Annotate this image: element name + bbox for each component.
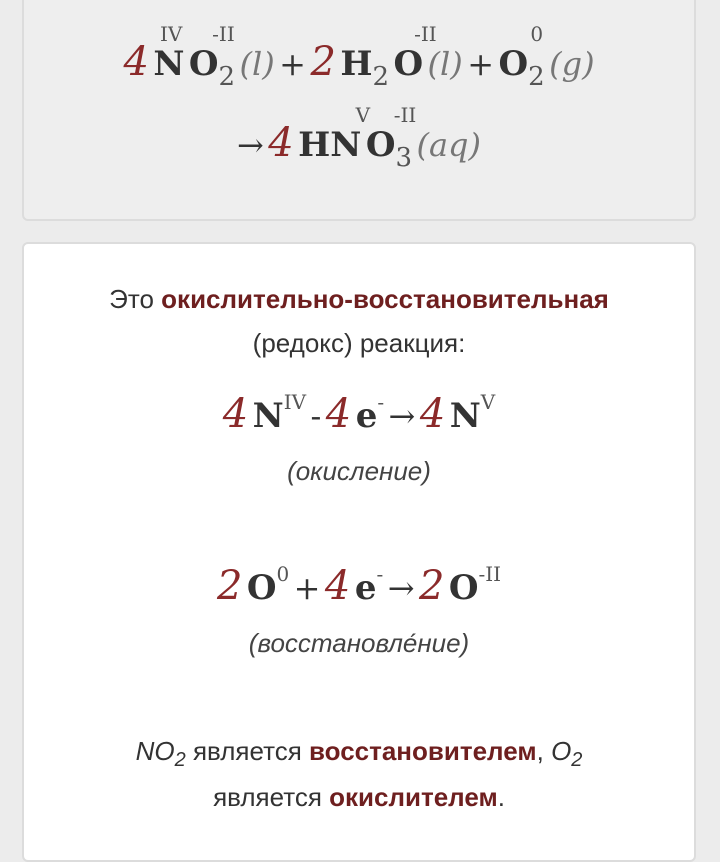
coefficient: 2	[216, 563, 243, 609]
reduction-half-reaction	[24, 562, 694, 609]
plus-sign: +	[467, 45, 495, 83]
coefficient: 2	[418, 563, 445, 609]
element-h: $H_2$	[340, 44, 390, 92]
oxidation-state: -II	[393, 103, 417, 127]
equation-line-1	[24, 22, 694, 92]
redox-card	[22, 242, 696, 862]
oxidation-state: -II	[414, 22, 437, 46]
reducing-agent-term: восстановителем	[309, 736, 537, 766]
minus-sign: -	[310, 397, 322, 435]
state-label: (aq)	[416, 126, 481, 164]
coefficient: 4	[222, 391, 249, 437]
state-label: (g)	[549, 45, 595, 83]
arrow: →	[388, 397, 416, 435]
oxidation-label: (окисление)	[287, 456, 431, 486]
coefficient: 2	[310, 39, 336, 85]
redox-term: окислительно-восстановительная	[161, 284, 609, 314]
element-o: $O_2$ 0	[498, 22, 545, 92]
element-hn: HN V	[298, 103, 371, 165]
oxidation-state: 0	[530, 22, 544, 46]
oxidation-state: IV	[159, 22, 183, 46]
oxidation-state: V	[355, 103, 371, 127]
arrow: →	[387, 569, 415, 607]
element-n: $N^{IV}$	[252, 390, 307, 436]
coefficient: 4	[419, 391, 446, 437]
state-label: (l)	[427, 45, 463, 83]
element-o: $O_2$ -II	[188, 22, 236, 92]
element-n: $N^V$	[449, 390, 496, 436]
coefficient: 4	[324, 563, 351, 609]
equation-card	[22, 0, 696, 221]
formula-no2: $NO_2$	[135, 736, 186, 771]
coefficient: 4	[325, 391, 352, 437]
state-label: (l)	[239, 45, 275, 83]
element-o: $O^{-II}$	[448, 562, 502, 608]
oxidation-half-reaction	[24, 390, 694, 437]
conclusion-line-2: является окислителем.	[213, 782, 505, 812]
electron: e-	[355, 390, 385, 436]
formula-o2: $O_2$	[551, 736, 583, 771]
arrow: →	[237, 126, 264, 164]
electron: e-	[354, 562, 384, 608]
redox-intro-line-2: (редокс) реакция:	[252, 328, 466, 358]
subscript: 2	[218, 62, 236, 92]
plus-sign: +	[293, 569, 321, 607]
reduction-label: (восстановле́ние)	[248, 628, 470, 658]
coefficient: 4	[268, 120, 294, 166]
coefficient: 4	[123, 39, 149, 85]
element-o: $O^0$	[246, 562, 290, 608]
redox-intro-line-1: Это окислительно-восстановительная	[109, 284, 609, 314]
conclusion-line-1: $NO_2$ является восстановителем, $O_2$	[135, 736, 583, 771]
equation-line-2	[24, 103, 694, 173]
element-n: N IV	[153, 22, 185, 84]
element-o: O -II	[393, 22, 437, 84]
oxidizing-agent-term: окислителем	[329, 782, 498, 812]
element-o: $O_3$ -II	[365, 103, 417, 173]
plus-sign: +	[279, 45, 306, 83]
oxidation-state: -II	[212, 22, 235, 46]
